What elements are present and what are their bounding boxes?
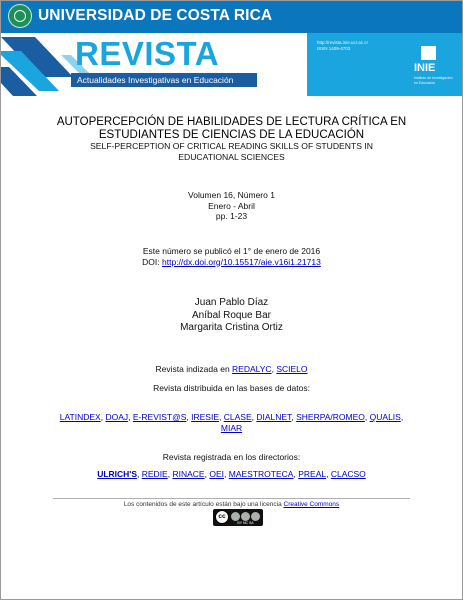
by-icon (231, 512, 240, 521)
journal-issn: ISSN 1409-4703 (317, 46, 351, 51)
directories-label: Revista registrada en los directorios: (162, 452, 301, 462)
separator: , (271, 364, 274, 374)
directory-link[interactable]: PREAL (298, 469, 327, 479)
nc-icon (241, 512, 250, 521)
publication-date: Este número se publicó el 1° de enero de 2016 (142, 246, 321, 256)
divider (53, 498, 410, 499)
directory-link[interactable]: MAESTROTECA (228, 469, 294, 479)
databases-label: Revista distribuida en las bases de datos: (153, 383, 310, 393)
cc-terms: BY NC SA (237, 521, 254, 525)
doi-line (1, 257, 462, 268)
journal-info-panel (307, 33, 462, 96)
creative-commons-link[interactable]: Creative Commons (283, 501, 340, 508)
journal-url-issn (317, 40, 368, 52)
issue-period: Enero - Abril (208, 200, 255, 211)
inie-fullname: Instituto de Investigación en Educación (414, 76, 453, 85)
cc-license-badge-icon[interactable] (213, 509, 263, 526)
volume-number: Volumen 16, Número 1 (188, 190, 275, 200)
database-link[interactable]: DIALNET (256, 412, 292, 422)
databases-links: LATINDEX, DOAJ, E-REVIST@S, IRESIE, CLASE, DIALNET, SHERPA/ROMEO, QUALIS, MIAR (59, 412, 404, 433)
database-link[interactable]: SHERPA/ROMEO (296, 412, 365, 422)
directories-links: ULRICH'S, REDIE, RINACE, OEI, MAESTROTECA, PREAL, CLACSO (97, 469, 366, 479)
database-link[interactable]: DOAJ (105, 412, 129, 422)
cc-icon: cc (215, 510, 229, 524)
author-name: Juan Pablo Díaz (194, 297, 269, 308)
journal-banner (1, 33, 462, 96)
directory-link[interactable]: CLACSO (330, 469, 366, 479)
database-link[interactable]: IRESIE (191, 412, 220, 422)
journal-url: http://revista.inie.ucr.ac.cr (317, 40, 369, 45)
article-title-en: SELF-PERCEPTION OF CRITICAL READING SKILLS OF STUDENTS IN EDUCATIONAL SCIENCES (90, 141, 373, 162)
doi-link[interactable]: http://dx.doi.org/10.15517/aie.v16i1.21713 (162, 256, 321, 267)
page-range: pp. 1-23 (215, 211, 248, 221)
university-seal-icon (8, 4, 32, 28)
index-link-redalyc[interactable]: REDALYC (232, 364, 272, 374)
database-link[interactable]: E-REVIST@S (132, 412, 187, 422)
volume-info (1, 190, 462, 222)
indexed-label: Revista indizada en (155, 364, 230, 374)
database-link[interactable]: LATINDEX (59, 412, 101, 422)
directory-link[interactable]: RINACE (172, 469, 205, 479)
author-name: Margarita Cristina Ortiz (180, 322, 283, 333)
university-name: UNIVERSIDAD DE COSTA RICA (38, 7, 273, 24)
inie-logo-icon (421, 46, 436, 60)
article-title-es: AUTOPERCEPCIÓN DE HABILIDADES DE LECTURA CRÍTICA EN ESTUDIANTES DE CIENCIAS DE LA EDUCACIÓN (56, 116, 407, 141)
journal-subtitle: Actualidades Investigativas en Educación (71, 73, 257, 87)
publication-info (1, 246, 462, 267)
directory-link[interactable]: OEI (209, 469, 225, 479)
license-text: Los contenidos de este artículo están bajo una licencia (123, 501, 282, 508)
inie-name: INIE (414, 62, 436, 74)
doi-label: DOI: (142, 256, 160, 267)
directory-link[interactable]: REDIE (141, 469, 168, 479)
database-link[interactable]: QUALIS (369, 412, 401, 422)
sa-icon (251, 512, 260, 521)
license-line (1, 501, 462, 509)
journal-name: REVISTA (75, 35, 220, 72)
indexed-line (1, 364, 462, 375)
directory-link-ulrichs[interactable]: ULRICH'S (97, 469, 137, 479)
database-link[interactable]: CLASE (223, 412, 252, 422)
author-name: Aníbal Roque Bar (192, 309, 271, 321)
university-header-bar (1, 1, 462, 33)
database-link[interactable]: MIAR (220, 423, 243, 433)
index-link-scielo[interactable]: SCIELO (276, 364, 308, 374)
authors-list (1, 297, 462, 335)
